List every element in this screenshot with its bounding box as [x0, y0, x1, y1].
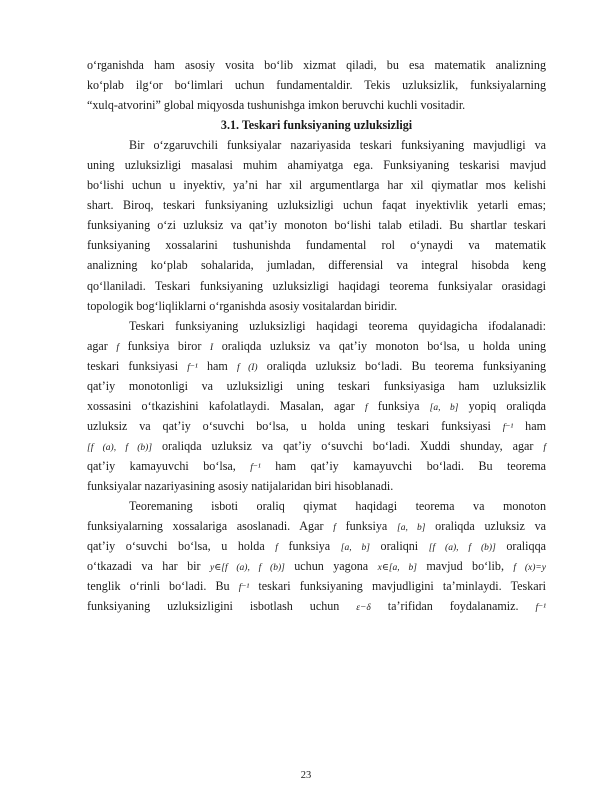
text-line: xossasini o‘tkazishini kafolatlaydi. Masalan, agar f funksiya [a, b] yopiq oraliqda [87, 398, 546, 413]
math-expression: f (x)=y [513, 563, 546, 574]
text-line: uning uzluksizligi masalasi muhim ahamiyatga ega. Funksiyaning teskarisi mavjud [87, 158, 546, 173]
math-expression: f⁻¹ [187, 362, 198, 373]
text-line: qat’iy o‘suvchi bo‘lsa, u holda f funksiya [a, b] oraliqni [f (a), f (b)] oraliqqa [87, 539, 546, 554]
text-line: qo‘llaniladi. Teskari funksiyaning uzluksizligi haqidagi teorema funksiyalar orasidagi [87, 278, 546, 293]
body-text [87, 55, 546, 616]
text-line: qat’iy monotonligi va uzluksizligi uning teskari funksiyasiga ham uzluksizlik [87, 378, 546, 393]
text-line: teskari funksiyasi f⁻¹ ham f (I) oraliqda uzluksiz bo‘ladi. Bu teorema funksiyaning [87, 358, 546, 373]
text-line: funksiyalar nazariyasining asosiy natijalaridan biri hisoblanadi. [87, 478, 394, 493]
math-expression: x∈[a, b] [377, 563, 417, 574]
math-expression: [f (a), f (b)] [87, 442, 153, 453]
text-line: funksiyaning uzluksizligini isbotlash uchun ε−δ ta’rifidan foydalanamiz. f⁻¹ [87, 599, 546, 614]
math-expression: y∈[f (a), f (b)] [210, 563, 285, 574]
text-line: funksiyalarning xossalariga asoslanadi. Agar f funksiya [a, b] oraliqda uzluksiz va [87, 519, 546, 534]
math-expression: [a, b] [429, 402, 459, 413]
text-line: “xulq-atvorini” global miqyosda tushunishga imkon beruvchi kuchli vositadir. [87, 98, 466, 113]
math-expression: f [275, 543, 278, 554]
text-line: [f (a), f (b)] oraliqda uzluksiz va qat’iy o‘suvchi bo‘ladi. Xuddi shunday, agar f [87, 438, 547, 453]
math-expression: I [209, 342, 214, 353]
text-line: Teoremaning isboti oraliq qiymat haqidagi teorema va monoton [129, 499, 546, 514]
math-expression: [a, b] [397, 523, 426, 534]
text-line: bo‘lishi uchun u inyektiv, ya’ni har xil argumentlarga har xil qiymatlar mos kelishi [87, 178, 546, 193]
text-line: funksiyaning o‘zi uzluksiz va qat’iy monoton bo‘lishi talab etiladi. Bu shartlar teskari [87, 218, 546, 233]
text-line: Teskari funksiyaning uzluksizligi haqidagi teorema quyidagicha ifodalanadi: [129, 318, 546, 333]
text-line: o‘tkazadi va har bir y∈[f (a), f (b)] uchun yagona x∈[a, b] mavjud bo‘lib, f (x)=y [87, 559, 546, 574]
section-heading: 3.1. Teskari funksiyaning uzluksizligi [220, 118, 413, 133]
math-expression: f⁻¹ [238, 583, 250, 594]
math-expression: [f (a), f (b)] [428, 543, 496, 554]
text-line: topologik bog‘liqliklarni o‘rganishda asosiy vositalardan biridir. [87, 298, 398, 313]
text-line: qat’iy kamayuvchi bo‘lsa, f⁻¹ ham qat’iy kamayuvchi bo‘ladi. Bu teorema [87, 458, 546, 473]
text-line: Bir o‘zgaruvchili funksiyalar nazariyasida teskari funksiyaning mavjudligi va [129, 138, 546, 153]
math-expression: f [333, 523, 336, 534]
math-expression: f⁻¹ [250, 462, 261, 473]
math-expression: f [364, 402, 368, 413]
page-number: 23 [300, 770, 312, 781]
text-line: tenglik o‘rinli bo‘ladi. Bu f⁻¹ teskari funksiyaning mavjudligini ta’minlaydi. Teskari [87, 579, 546, 594]
math-expression: f [543, 442, 547, 453]
text-line: agar f funksiya biror I oraliqda uzluksiz va qat’iy monoton bo‘lsa, u holda uning [87, 338, 546, 353]
math-expression: f⁻¹ [535, 603, 546, 614]
math-expression: [a, b] [340, 543, 370, 554]
math-expression: ε−δ [356, 603, 371, 614]
math-expression: f (I) [236, 362, 258, 373]
text-line: ko‘plab ilg‘or bo‘limlari uchun fundamentaldir. Tekis uzluksizlik, funksiyalarning [87, 78, 546, 93]
math-expression: f⁻¹ [502, 422, 514, 433]
text-line: shart. Biroq, teskari funksiyaning uzluksizligi uchun faqat inyektivlik yetarli emas; [87, 198, 546, 213]
text-line: analizning ko‘plab sohalarida, jumladan, differensial va integral hisobda keng [87, 258, 546, 273]
math-expression: f [116, 342, 120, 353]
text-line: funksiyaning xossalarini tushunishda fundamental rol o‘ynaydi va matematik [87, 238, 546, 253]
text-line: o‘rganishda ham asosiy vosita bo‘lib xizmat qiladi, bu esa matematik analizning [87, 58, 546, 72]
text-line: uzluksiz va qat’iy o‘suvchi bo‘lsa, u holda uning teskari funksiyasi f⁻¹ ham [87, 418, 546, 433]
